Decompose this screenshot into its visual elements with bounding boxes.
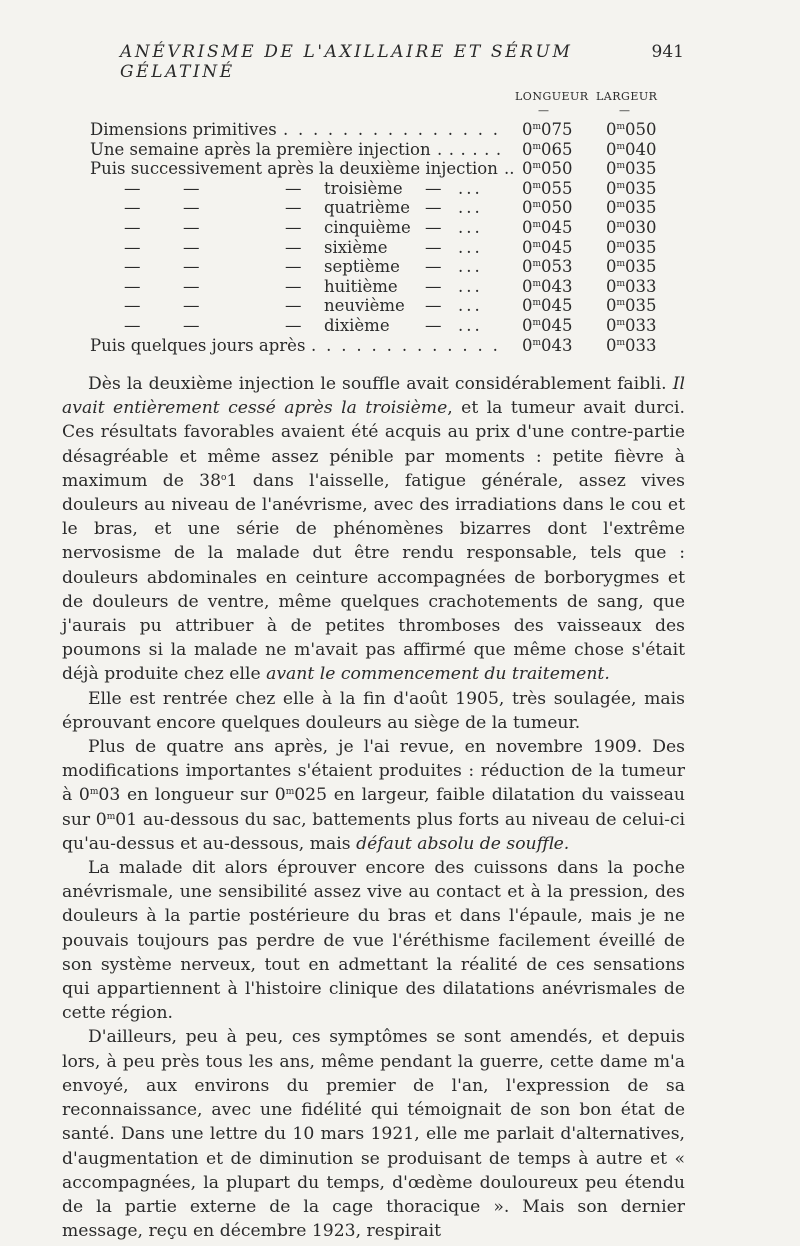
table-row — [0, 296, 800, 316]
largeur-value: 0$^m$040 — [606, 139, 657, 159]
ditto-mark: — — [285, 198, 302, 218]
measurements-table — [0, 120, 800, 355]
ditto-mark: — — [183, 257, 200, 277]
longueur-value: 0$^m$045 — [522, 296, 573, 316]
ditto-mark: — — [124, 217, 141, 237]
ditto-mark: — — [124, 237, 141, 257]
row-leader: ... — [458, 178, 483, 198]
longueur-value: 0$^m$043 — [522, 276, 573, 296]
row-leader: ...... — [437, 139, 508, 159]
paragraph: Plus de quatre ans après, je l'ai revue, en novembre 1909. Des modifications importantes s'étaient produites : réduction de la tumeur à 0$^m$03 en longueur sur 0$^m$025 en largeur, faible dilatation du vaisseau sur 0$^m$01 au-dessous du sac, battements plus forts au niveau de celui-ci qu'au-dessus et au-dessous, mais défaut absolu de souffle. — [62, 737, 685, 854]
row-ordinal: neuvième — [324, 296, 405, 316]
largeur-value: 0$^m$035 — [606, 296, 657, 316]
longueur-value: 0$^m$045 — [522, 237, 573, 257]
longueur-value: 0$^m$075 — [522, 120, 573, 139]
ditto-mark: — — [183, 237, 200, 257]
table-row — [0, 238, 800, 258]
longueur-value: 0$^m$043 — [522, 335, 573, 355]
ditto-mark: — — [285, 217, 302, 237]
row-leader: ............... — [283, 120, 508, 139]
largeur-value: 0$^m$035 — [606, 198, 657, 218]
ditto-mark: — — [285, 296, 302, 316]
ditto-mark: — — [285, 178, 302, 198]
ditto-mark: — — [425, 315, 442, 335]
ditto-mark: — — [124, 178, 141, 198]
ditto-mark: — — [285, 315, 302, 335]
ditto-mark: — — [425, 237, 442, 257]
largeur-value: 0$^m$035 — [606, 178, 657, 198]
table-row — [0, 336, 800, 356]
row-ordinal: septième — [324, 257, 400, 277]
table-row — [0, 316, 800, 336]
ditto-mark: — — [124, 315, 141, 335]
longueur-value: 0$^m$045 — [522, 315, 573, 335]
row-ordinal: troisième — [324, 178, 403, 198]
row-label: Une semaine après la première injection — [90, 139, 431, 159]
table-row — [0, 257, 800, 277]
ditto-mark: — — [124, 257, 141, 277]
row-leader: ... — [458, 257, 483, 277]
longueur-value: 0$^m$050 — [522, 159, 573, 179]
longueur-value: 0$^m$055 — [522, 178, 573, 198]
row-label: Puis quelques jours après — [90, 335, 306, 355]
ditto-mark: — — [183, 296, 200, 316]
column-rule: — — [619, 104, 631, 117]
column-header-largeur: LARGEUR — [596, 90, 658, 103]
ditto-mark: — — [425, 178, 442, 198]
ditto-mark: — — [425, 296, 442, 316]
row-ordinal: sixième — [324, 237, 388, 257]
largeur-value: 0$^m$030 — [606, 217, 657, 237]
largeur-value: 0$^m$033 — [606, 276, 657, 296]
body-text — [62, 372, 685, 1243]
longueur-value: 0$^m$065 — [522, 139, 573, 159]
column-rule: — — [538, 104, 550, 117]
ditto-mark: — — [425, 217, 442, 237]
row-leader: ... — [458, 217, 483, 237]
ditto-mark: — — [285, 237, 302, 257]
table-row — [0, 120, 800, 140]
ditto-mark: — — [183, 315, 200, 335]
column-header-longueur: LONGUEUR — [515, 90, 589, 103]
ditto-mark: — — [183, 276, 200, 296]
ditto-mark: — — [124, 296, 141, 316]
row-leader: ... — [458, 237, 483, 257]
ditto-mark: — — [124, 276, 141, 296]
ditto-mark: — — [425, 198, 442, 218]
row-leader: ............. — [311, 335, 508, 355]
table-row — [0, 277, 800, 297]
largeur-value: 0$^m$033 — [606, 315, 657, 335]
paragraph: Dès la deuxième injection le souffle avait considérablement faibli. Il avait entièrement cessé après la troisième, et la tumeur avait durci. Ces résultats favorables avaient été acquis au prix d'une contre-partie désagréable et même assez pénible par moments : petite fièvre à maximum de 38$^o$1 dans l'aisselle, fatigue générale, assez vives douleurs au niveau de l'anévrisme, avec des irradiations dans le cou et le bras, et une série de phénomènes bizarres dont l'extrême nervosisme de la malade dut être rendu responsable, tels que : douleurs abdominales en ceinture accompagnées de borborygmes et de douleurs de ventre, même quelques crachotements de sang, que j'aurais pu attribuer à de petites thromboses des vaisseaux des poumons si la malade ne m'avait pas affirmé que même chose s'était déjà produite chez elle avant le commencement du traitement. — [62, 374, 685, 685]
paragraph: D'ailleurs, peu à peu, ces symptômes se sont amendés, et depuis lors, à peu près tous les ans, même pendant la guerre, cette dame m'a envoyé, aux environs du premier de l'an, l'expression de sa reconnaissance, avec une fidélité qui témoignait de son bon état de santé. Dans une lettre du 10 mars 1921, elle me parlait d'alternatives, d'augmentation et de diminution se produisant de temps à autre et « accompagnées, la plupart du temps, d'œdème douloureux peu étendu de la partie externe de la cage thoracique ». Mais son dernier message, reçu en décembre 1923, respirait — [62, 1027, 685, 1242]
longueur-value: 0$^m$045 — [522, 217, 573, 237]
ditto-mark: — — [183, 178, 200, 198]
largeur-value: 0$^m$035 — [606, 237, 657, 257]
ditto-mark: — — [425, 276, 442, 296]
table-row — [0, 179, 800, 199]
running-title: ANÉVRISME DE L'AXILLAIRE ET SÉRUM GÉLATINÉ — [120, 42, 573, 82]
table-row — [0, 218, 800, 238]
row-label: Dimensions primitives — [90, 120, 277, 139]
row-leader: ... — [458, 296, 483, 316]
table-row — [0, 159, 800, 179]
ditto-mark: — — [183, 217, 200, 237]
longueur-value: 0$^m$050 — [522, 198, 573, 218]
ditto-mark: — — [124, 198, 141, 218]
row-leader: ... — [458, 198, 483, 218]
largeur-value: 0$^m$050 — [606, 120, 657, 139]
row-ordinal: cinquième — [324, 217, 411, 237]
paragraph: La malade dit alors éprouver encore des cuissons dans la poche anévrismale, une sensibilité assez vive au contact et à la pression, des douleurs à la partie postérieure du bras et dans l'épaule, mais je ne pouvais toujours pas perdre de vue l'éréthisme facilement éveillé de son système nerveux, tout en admettant la réalité de ces sensations qui appartiennent à l'histoire clinique des dilatations anévrismales de cette région. — [62, 858, 685, 1024]
paragraph: Elle est rentrée chez elle à la fin d'août 1905, très soulagée, mais éprouvant encore quelques douleurs au siège de la tumeur. — [62, 688, 685, 733]
row-ordinal: dixième — [324, 315, 390, 335]
table-row — [0, 140, 800, 160]
row-leader: ... — [458, 315, 483, 335]
largeur-value: 0$^m$035 — [606, 159, 657, 179]
ditto-mark: — — [183, 198, 200, 218]
largeur-value: 0$^m$035 — [606, 257, 657, 277]
table-row — [0, 198, 800, 218]
row-ordinal: quatrième — [324, 198, 410, 218]
row-leader: .. — [504, 159, 515, 179]
ditto-mark: — — [285, 257, 302, 277]
ditto-mark: — — [425, 257, 442, 277]
largeur-value: 0$^m$033 — [606, 335, 657, 355]
row-label: Puis successivement après la deuxième injection — [90, 159, 498, 179]
ditto-mark: — — [285, 276, 302, 296]
longueur-value: 0$^m$053 — [522, 257, 573, 277]
row-leader: ... — [458, 276, 483, 296]
page-number: 941 — [651, 42, 684, 62]
row-ordinal: huitième — [324, 276, 398, 296]
